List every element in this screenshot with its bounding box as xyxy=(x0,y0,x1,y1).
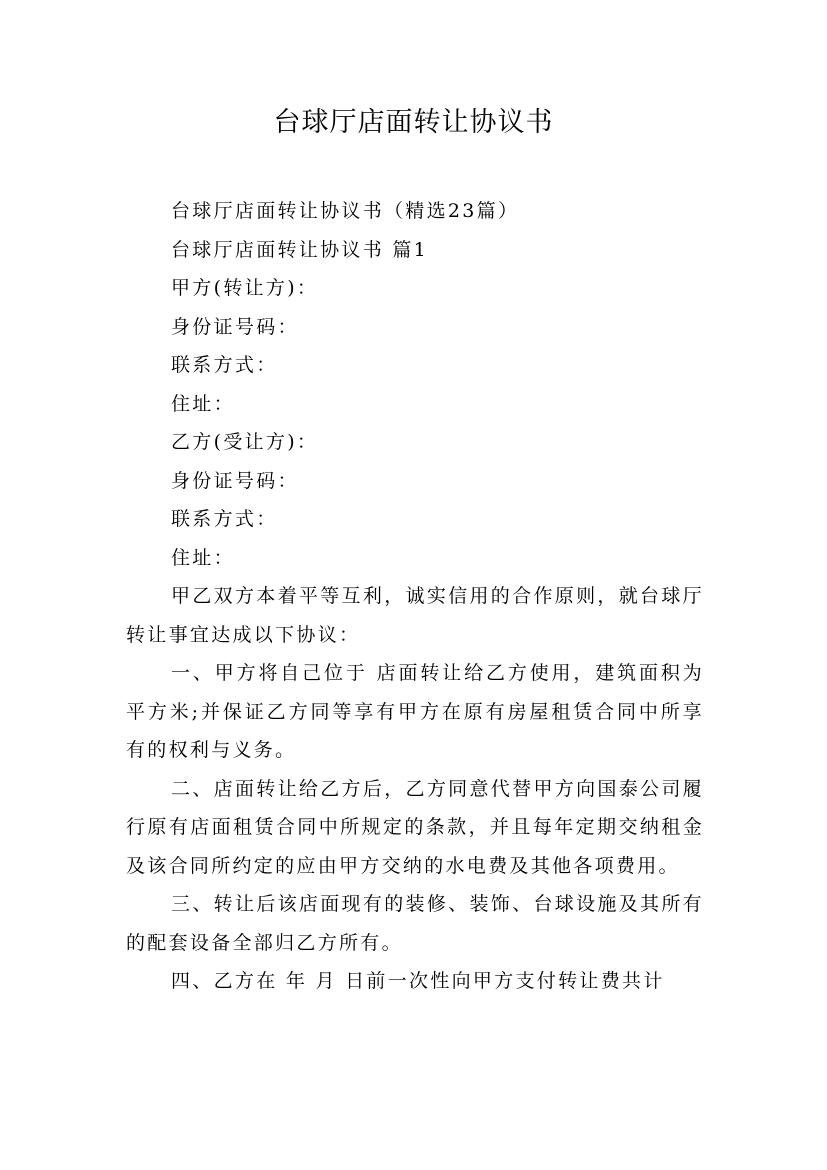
party-a-id-label: 身份证号码： xyxy=(171,315,299,338)
subtitle-line: 台球厅店面转让协议书（精选23篇） xyxy=(171,200,520,222)
party-a-contact-label: 联系方式： xyxy=(171,354,278,376)
party-b-id-label: 身份证号码： xyxy=(171,469,299,492)
document-body xyxy=(126,192,704,1001)
party-b-contact-label: 联系方式： xyxy=(171,508,278,530)
party-a-label: 甲方(转让方)： xyxy=(171,277,319,299)
clause-4-paragraph: 四、乙方在 年 月 日前一次性向甲方支付转让费共计 xyxy=(171,970,665,992)
document-title: 台球厅店面转让协议书 xyxy=(273,107,554,138)
clause-3-paragraph: 三、转让后该店面现有的装修、装饰、台球设施及其所有的配套设备全部归乙方所有。 xyxy=(126,893,704,954)
intro-paragraph: 甲乙双方本着平等互利，诚实信用的合作原则，就台球厅转让事宜达成以下协议： xyxy=(126,585,704,646)
section-heading: 台球厅店面转让协议书 篇1 xyxy=(171,238,429,261)
party-a-address-label: 住址： xyxy=(171,392,235,415)
party-b-address-label: 住址： xyxy=(171,546,235,569)
clause-2-paragraph: 二、店面转让给乙方后，乙方同意代替甲方向国泰公司履行原有店面租赁合同中所规定的条款，并且每年定期交纳租金及该合同所约定的应由甲方交纳的水电费及其他各项费用。 xyxy=(126,777,704,877)
clause-1-paragraph: 一、甲方将自己位于 店面转让给乙方使用，建筑面积为 平方米;并保证乙方同等享有甲方在原有房屋租赁合同中所享有的权利与义务。 xyxy=(126,662,704,761)
party-b-label: 乙方(受让方)： xyxy=(171,431,319,453)
